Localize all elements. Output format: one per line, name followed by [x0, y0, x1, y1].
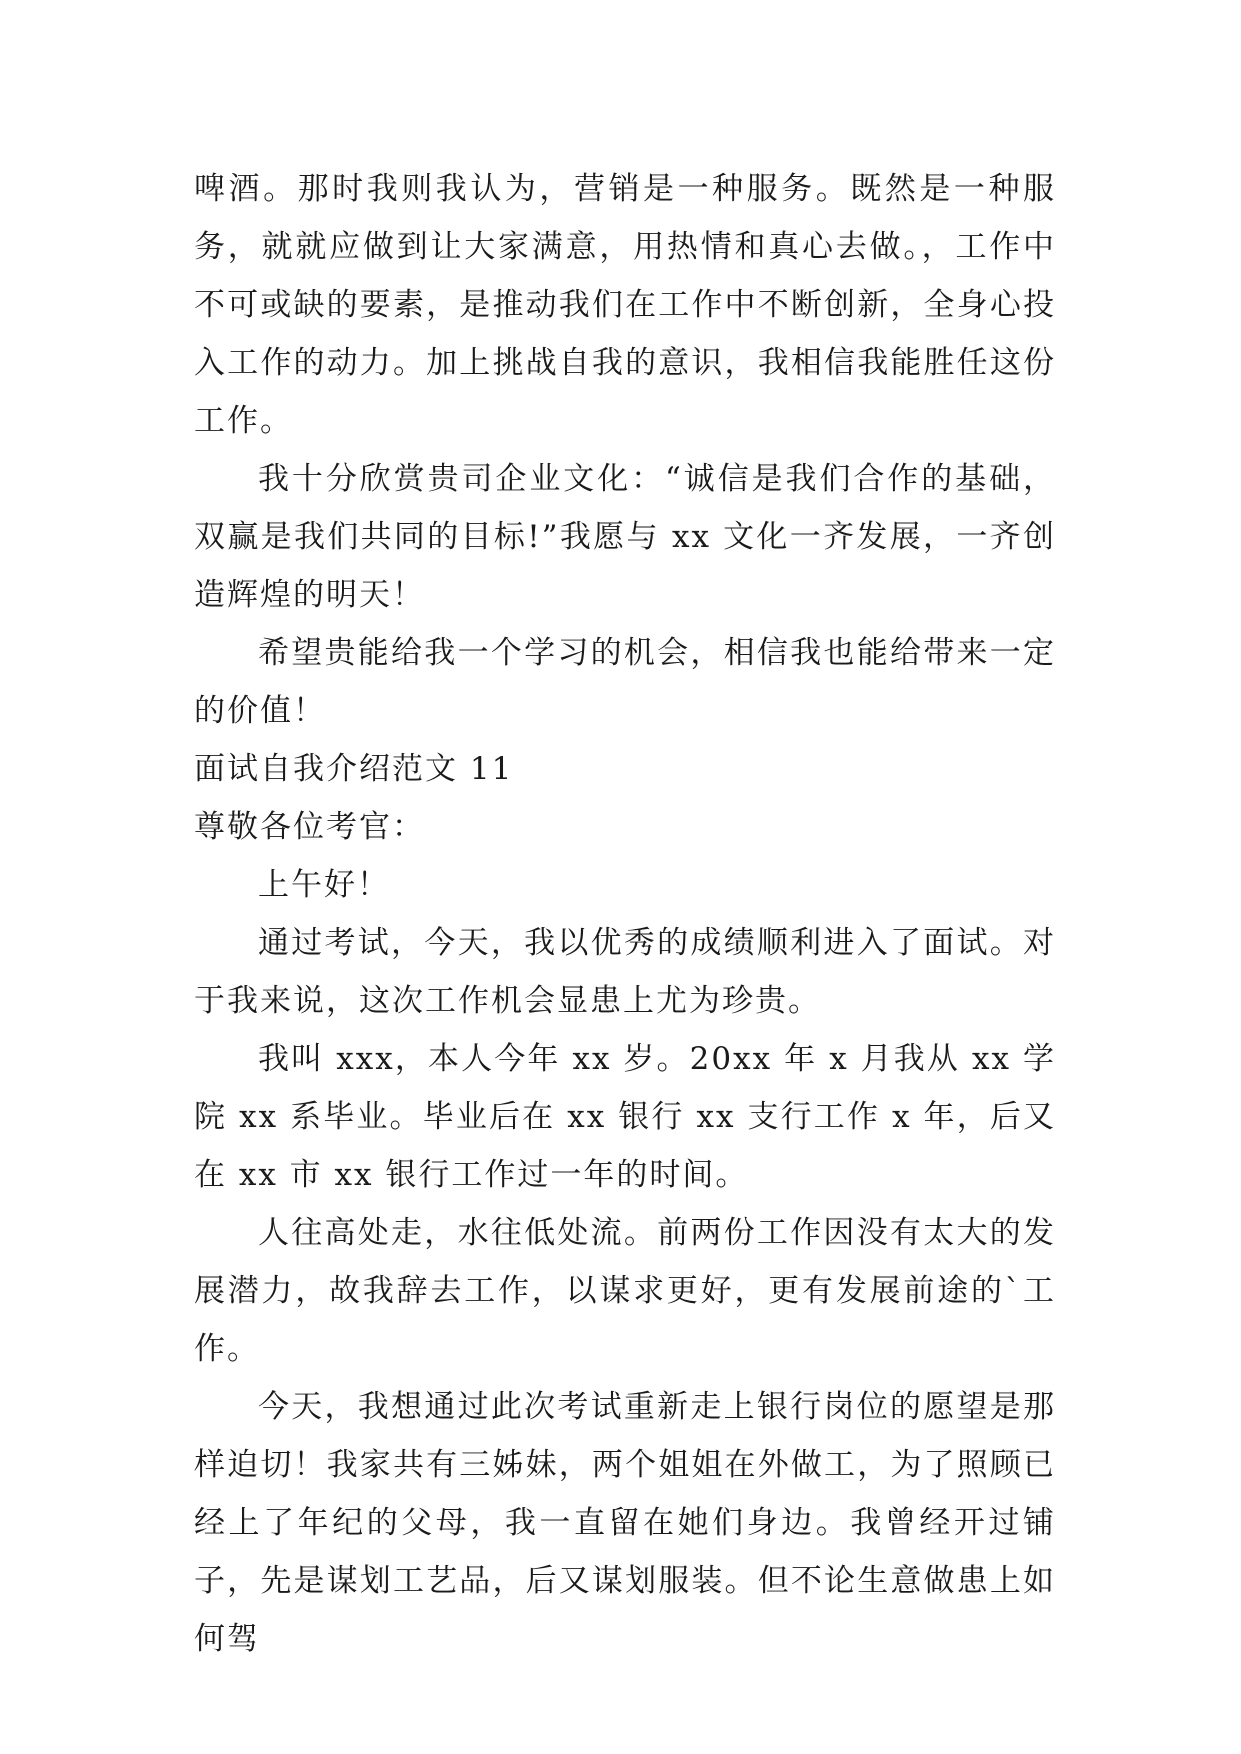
salutation: 尊敬各位考官：	[194, 809, 425, 845]
paragraph-company-culture: 我十分欣赏贵司企业文化：“诚信是我们合作的基础，双赢是我们共同的目标!”我愿与 xx 文化一齐发展，一齐创造辉煌的明天！	[194, 461, 1056, 613]
paragraph-learning-opportunity: 希望贵能给我一个学习的机会，相信我也能给带来一定的价值！	[194, 635, 1056, 729]
paragraph-career-change: 人往高处走，水往低处流。前两份工作因没有太大的发展潜力，故我辞去工作，以谋求更好，更有发展前途的`工作。	[194, 1215, 1056, 1367]
document-page	[194, 160, 1056, 1668]
section-heading: 面试自我介绍范文 11	[194, 751, 514, 787]
paragraph-beer-marketing: 啤酒。那时我则我认为，营销是一种服务。既然是一种服务，就就应做到让大家满意，用热情和真心去做。，工作中不可或缺的要素，是推动我们在工作中不断创新，全身心投入工作的动力。加上挑战自我的意识，我相信我能胜任这份工作。	[194, 171, 1056, 439]
paragraph-motivation: 今天，我想通过此次考试重新走上银行岗位的愿望是那样迫切！我家共有三姊妹，两个姐姐在外做工，为了照顾已经上了年纪的父母，我一直留在她们身边。我曾经开过铺子，先是谋划工艺品，后又谋划服装。但不论生意做患上如何驾	[194, 1389, 1056, 1657]
greeting: 上午好！	[258, 867, 390, 903]
paragraph-personal-background: 我叫 xxx，本人今年 xx 岁。20xx 年 x 月我从 xx 学院 xx 系毕业。毕业后在 xx 银行 xx 支行工作 x 年，后又在 xx 市 xx 银行工作过一年的时间。	[194, 1041, 1056, 1193]
paragraph-exam-result: 通过考试，今天，我以优秀的成绩顺利进入了面试。对于我来说，这次工作机会显患上尤为珍贵。	[194, 925, 1056, 1019]
